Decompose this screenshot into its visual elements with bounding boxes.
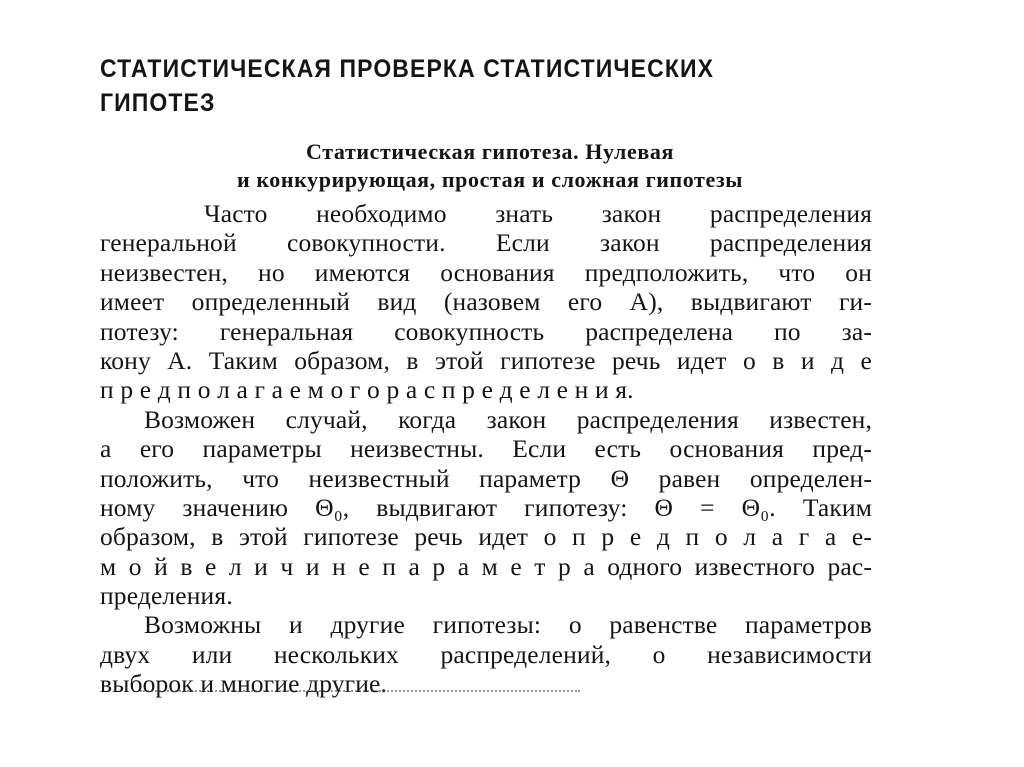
paragraph-1-line-2: генеральной совокупности. Если закон распределения <box>100 228 872 258</box>
paragraph-2-line-3: положить, что неизвестный параметр Θ равен определен- <box>100 463 872 493</box>
section-subheading-line-1: Статистическая гипотеза. Нулевая <box>306 139 674 164</box>
paragraph-1-line-3: неизвестен, но имеются основания предположить, что он <box>100 257 872 287</box>
chapter-heading <box>100 52 799 120</box>
paragraph-1-line-5: потезу: генеральная совокупность распределена по за- <box>100 316 872 346</box>
paragraph-1-line-4: имеет определенный вид (назовем его A), выдвигают ги- <box>100 287 872 317</box>
paragraph-2-line-2: а его параметры неизвестны. Если есть основания пред- <box>100 434 872 464</box>
cut-off-line-fragment <box>140 690 580 702</box>
paragraph-2-line-6: м о й в е л и ч и н е п а р а м е т р а одного известного рас- <box>100 551 872 581</box>
paragraph-2-line-4: ному значению Θ₀, выдвигают гипотезу: Θ = Θ₀. Таким <box>100 492 872 522</box>
paragraph-3-line-1: Возможны и другие гипотезы: о равенстве параметров <box>144 610 872 640</box>
paragraph-1-line-6: кону A. Таким образом, в этой гипотезе речь идет о в и д е <box>100 345 872 375</box>
paragraph-2-line-5: образом, в этой гипотезе речь идет о п р е д п о л а г а е- <box>100 522 872 552</box>
section-subheading-line-2: и конкурирующая, простая и сложная гипотезы <box>236 167 744 192</box>
paragraph-3-line-2: двух или нескольких распределений, о независимости <box>100 639 872 669</box>
body-text <box>100 199 872 699</box>
paragraph-2-line-1: Возможен случай, когда закон распределения известен, <box>144 404 872 434</box>
paragraph-3-line-3: выборок и многие другие. <box>100 669 388 699</box>
chapter-heading-line-2: ГИПОТЕЗ <box>100 89 216 117</box>
section-subheading <box>130 138 850 194</box>
paragraph-2-line-7: пределения. <box>100 581 233 611</box>
chapter-heading-line-1: СТАТИСТИЧЕСКАЯ ПРОВЕРКА СТАТИСТИЧЕСКИХ <box>100 55 715 83</box>
paragraph-1-line-7: п р е д п о л а г а е м о г о р а с п р е д е л е н и я. <box>100 375 634 405</box>
paragraph-1-line-1: Часто необходимо знать закон распределения <box>204 199 872 228</box>
